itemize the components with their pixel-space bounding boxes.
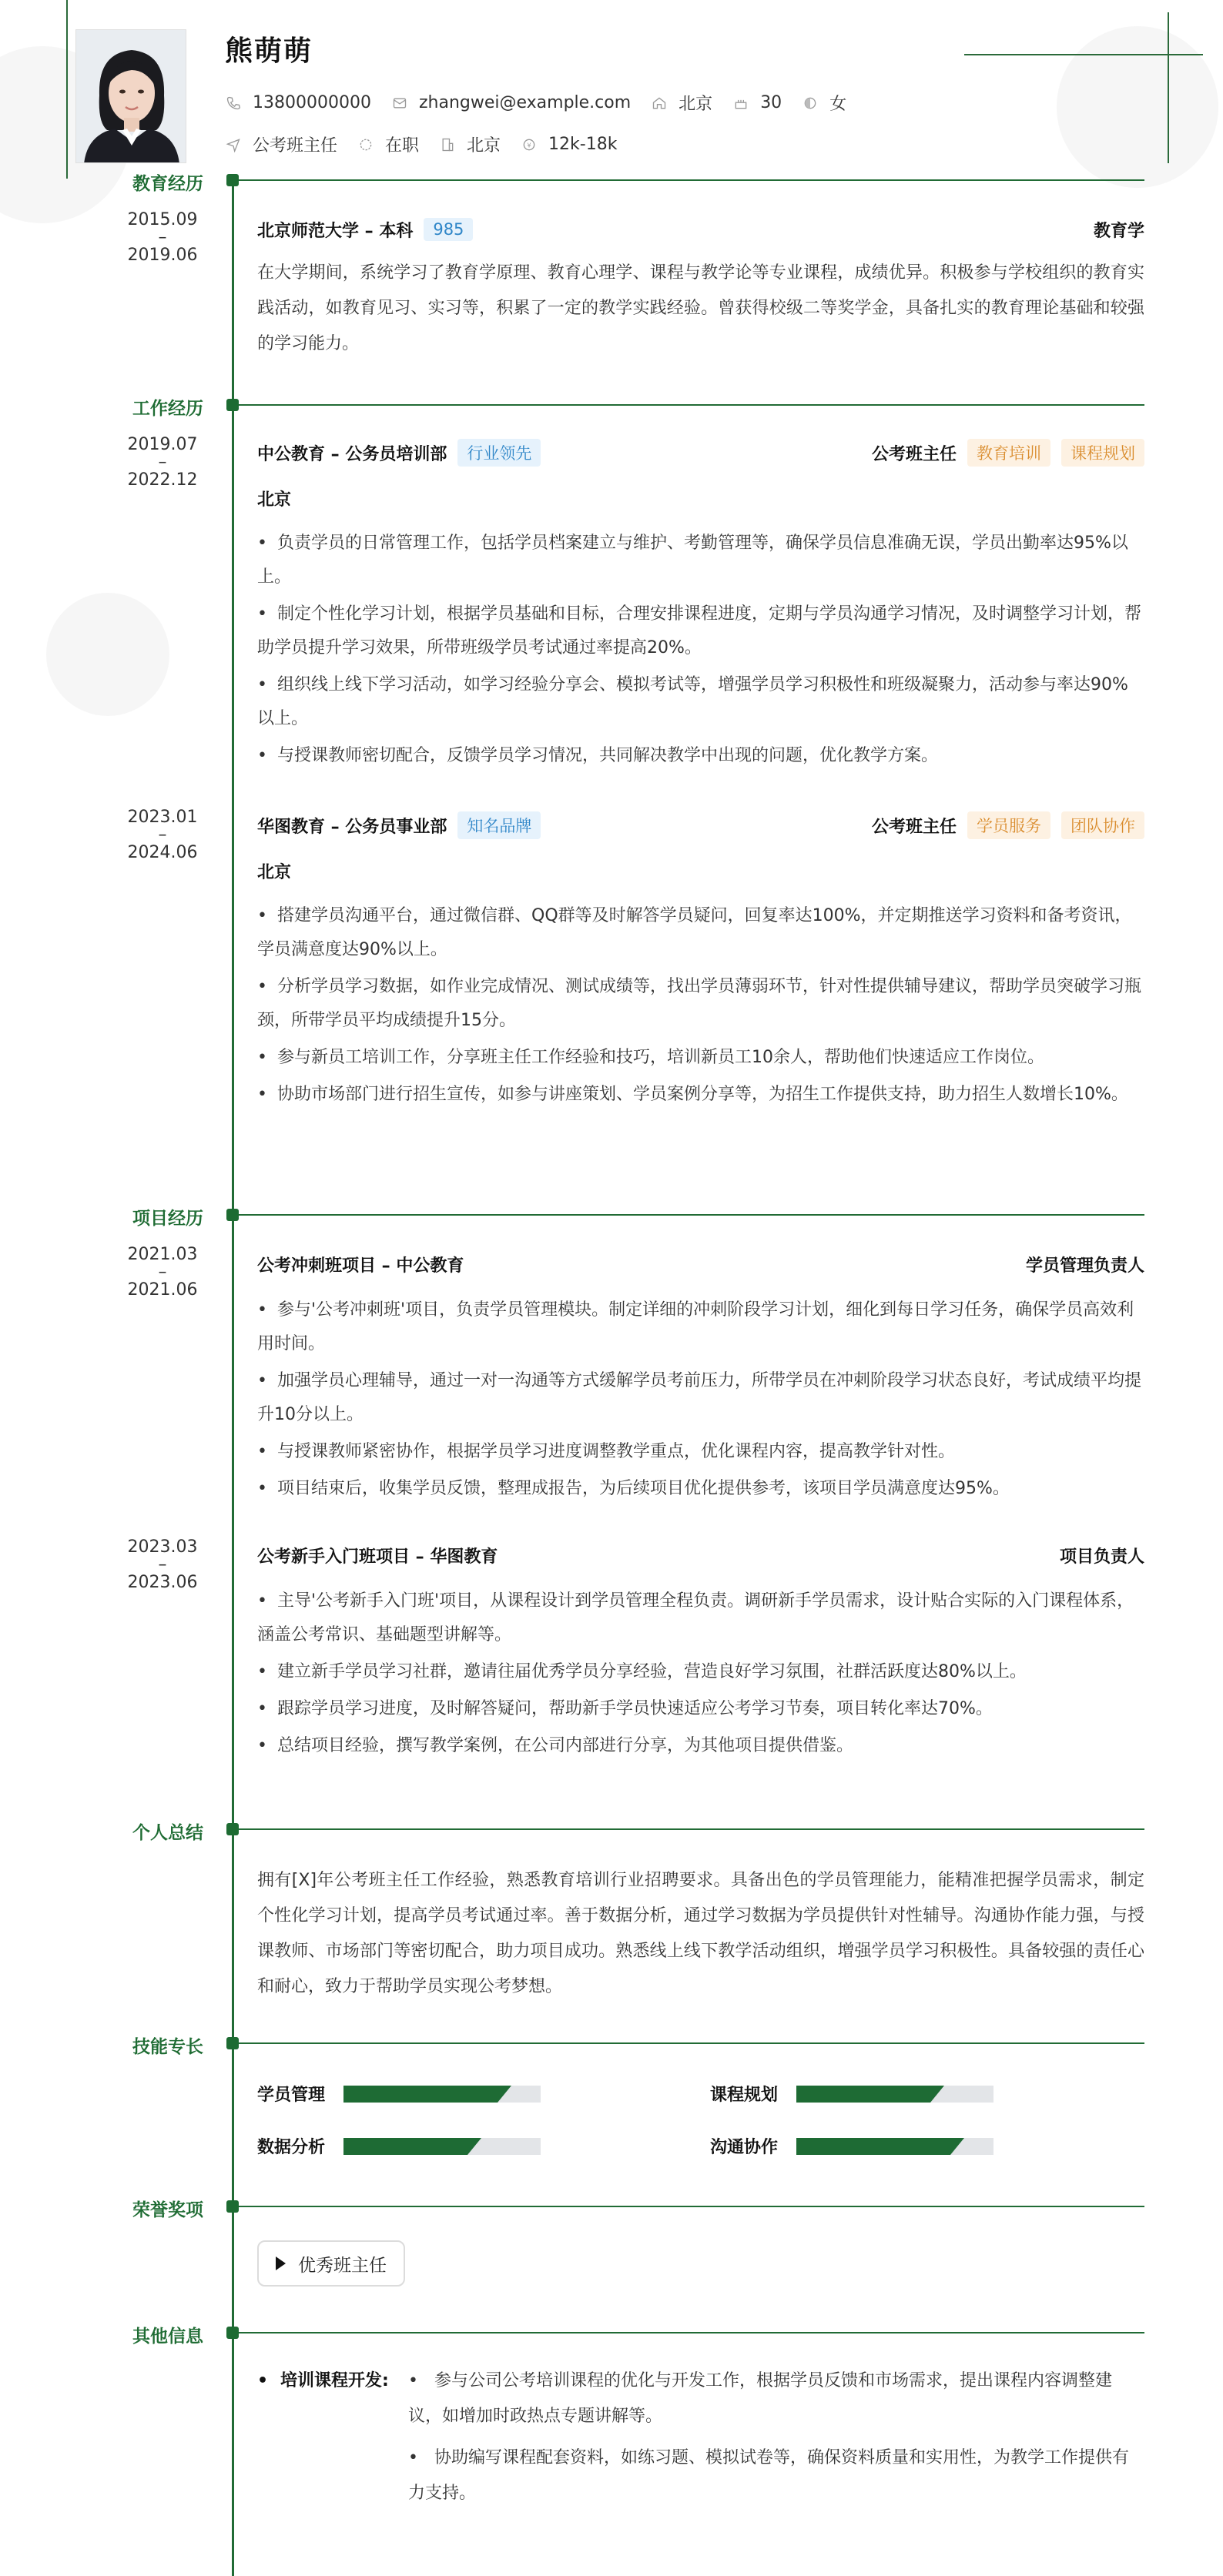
- work-2-location: 北京: [257, 863, 292, 882]
- candidate-name: 熊萌萌: [225, 35, 313, 67]
- work-2-company: 华图教育 – 公务员事业部: [257, 817, 447, 837]
- decor-circle-left-mid: [46, 593, 169, 716]
- skill-item-4: [710, 2134, 993, 2158]
- section-rule-projects: [230, 1214, 1144, 1216]
- list-item: • 与授课教师紧密协作，根据学员学习进度调整教学重点，优化课程内容，提高教学针对性。: [257, 1442, 956, 1461]
- section-title-summary: 个人总结: [132, 1823, 203, 1843]
- info-gender-text: 女: [829, 95, 847, 114]
- section-marker-skills: [226, 2037, 239, 2049]
- list-item: • 与授课教师密切配合，反馈学员学习情况，共同解决教学中出现的问题，优化教学方案。: [257, 746, 939, 765]
- edu-tag: 985: [424, 218, 473, 241]
- work-1-location: 北京: [257, 490, 292, 510]
- info-phone-text: 13800000000: [253, 93, 371, 112]
- list-item: • 建立新手学员学习社群，邀请往届优秀学员分享经验，营造良好学习氛围，社群活跃度达80%以上。: [257, 1662, 1027, 1681]
- proj-2-date: [116, 1538, 209, 1592]
- list-item: • 分析学员学习数据，如作业完成情况、测试成绩等，找出学员薄弱环节，针对性提供辅导建议，帮助学员突破学习瓶颈，所带学员平均成绩提升15分。: [257, 977, 1142, 1030]
- skill-name: 数据分析: [257, 2138, 326, 2157]
- section-marker-awards: [226, 2200, 239, 2213]
- info-city: [651, 91, 712, 115]
- section-title-other: 其他信息: [132, 2327, 203, 2347]
- skill-item-2: [710, 2082, 993, 2106]
- list-item: • 协助市场部门进行招生宣传，如参与讲座策划、学员案例分享等，为招生工作提供支持，助力招生人数增长10%。: [257, 1085, 1128, 1104]
- info-salary: [521, 135, 617, 154]
- proj-1-head: [257, 1249, 1144, 1280]
- proj-2-name: 公考新手入门班项目 – 华图教育: [257, 1547, 498, 1567]
- info-email: [391, 93, 631, 112]
- skill-name: 课程规划: [710, 2086, 779, 2105]
- status-icon: [357, 136, 374, 153]
- section-rule-skills: [230, 2042, 1144, 2044]
- work-1-role-tag-1: 教育培训: [967, 439, 1050, 467]
- section-rule-awards: [230, 2206, 1144, 2207]
- other-label: • 培训课程开发:: [257, 2371, 389, 2390]
- section-marker-education: [226, 174, 239, 186]
- skill-bar: [796, 2086, 993, 2103]
- work-2-head: [257, 810, 1144, 841]
- list-item: • 制定个性化学习计划，根据学员基础和目标，合理安排课程进度，定期与学员沟通学习情况，及时调整学习计划，帮助学员提升学习效果，所带班级学员考试通过率提高20%。: [257, 604, 1142, 657]
- gender-icon: [802, 95, 819, 112]
- edu-school: 北京师范大学 – 本科: [257, 221, 414, 241]
- edu-end: 2019.06: [127, 246, 198, 265]
- phone-icon: [225, 95, 242, 112]
- work-1-role: 公考班主任: [871, 444, 957, 464]
- list-item: • 参与'公考冲刺班'项目，负责学员管理模块。制定详细的冲刺阶段学习计划，细化到每日学习任务，确保学员高效利用时间。: [257, 1300, 1134, 1353]
- edu-head: [257, 214, 1144, 245]
- list-item: • 协助编写课程配套资料，如练习题、模拟试卷等，确保资料质量和实用性，为教学工作提供有力支持。: [408, 2448, 1130, 2503]
- edu-dash: –: [158, 228, 167, 247]
- section-rule-summary: [230, 1828, 1144, 1830]
- skill-name: 学员管理: [257, 2086, 326, 2105]
- info-gender: [802, 91, 846, 115]
- decor-line-left-vertical: [66, 0, 68, 179]
- section-title-work: 工作经历: [132, 399, 203, 419]
- section-marker-work: [226, 399, 239, 411]
- work-1-company: 中公教育 – 公务员培训部: [257, 444, 447, 464]
- info-phone: [225, 93, 371, 112]
- section-title-education: 教育经历: [132, 174, 203, 194]
- info-job: [225, 132, 337, 156]
- proj-1-role: 学员管理负责人: [1025, 1256, 1144, 1276]
- proj-1-bullets: [257, 1293, 1144, 1509]
- other-label-text: 培训课程开发:: [280, 2371, 389, 2390]
- proj-1-date: [116, 1246, 209, 1300]
- edu-major: 教育学: [1093, 221, 1144, 241]
- play-icon: [276, 2257, 286, 2270]
- decor-line-right-vertical: [1168, 12, 1169, 163]
- list-item: • 参与公司公考培训课程的优化与开发工作，根据学员反馈和市场需求，提出课程内容调整建议，如增加时政热点专题讲解等。: [408, 2371, 1113, 2426]
- info-work-city-text: 北京: [467, 136, 501, 156]
- work-2-role-tag-1: 学员服务: [967, 811, 1050, 839]
- proj-2-dash: –: [158, 1555, 167, 1574]
- money-icon: [521, 136, 538, 153]
- proj-2-start: 2023.03: [127, 1537, 198, 1557]
- info-row-2: [225, 132, 637, 156]
- work-1-date: [116, 436, 209, 490]
- section-marker-summary: [226, 1823, 239, 1835]
- edu-desc: 在大学期间，系统学习了教育学原理、教育心理学、课程与教学论等专业课程，成绩优异。积极参与学校组织的教育实践活动，如教育见习、实习等，积累了一定的教学实践经验。曾获得校级二等奖学金，具备扎实的教育理论基础和较强的学习能力。: [257, 263, 1144, 353]
- work-2-role-tag-2: 团队协作: [1061, 811, 1144, 839]
- info-salary-text: 12k-18k: [548, 135, 618, 154]
- skill-name: 沟通协作: [710, 2138, 779, 2157]
- proj-2-role: 项目负责人: [1059, 1547, 1144, 1567]
- info-age: [732, 93, 782, 112]
- info-work-city: [439, 132, 501, 156]
- avatar: [75, 29, 186, 163]
- list-item: • 总结项目经验，撰写教学案例，在公司内部进行分享，为其他项目提供借鉴。: [257, 1736, 854, 1755]
- section-title-projects: 项目经历: [132, 1209, 203, 1229]
- proj-2-bullets: [257, 1584, 1144, 1766]
- list-item: • 加强学员心理辅导，通过一对一沟通等方式缓解学员考前压力，所带学员在冲刺阶段学习状态良好，考试成绩平均提升10分以上。: [257, 1371, 1142, 1424]
- work-2-role: 公考班主任: [871, 817, 957, 837]
- proj-1-dash: –: [158, 1263, 167, 1282]
- proj-2-end: 2023.06: [127, 1573, 198, 1592]
- list-item: • 主导'公考新手入门班'项目，从课程设计到学员管理全程负责。调研新手学员需求，设计贴合实际的入门课程体系，涵盖公考常识、基础题型讲解等。: [257, 1591, 1134, 1644]
- work-1-end: 2022.12: [127, 470, 198, 490]
- work-1-dash: –: [158, 453, 167, 472]
- proj-1-start: 2021.03: [127, 1245, 198, 1264]
- list-item: • 搭建学员沟通平台，通过微信群、QQ群等及时解答学员疑问，回复率达100%，并定期推送学习资料和备考资讯，学员满意度达90%以上。: [257, 906, 1132, 959]
- info-age-text: 30: [760, 93, 782, 112]
- work-2-bullets: [257, 899, 1144, 1115]
- proj-1-name: 公考冲刺班项目 – 中公教育: [257, 1256, 464, 1276]
- info-row-1: [225, 91, 866, 115]
- proj-1-end: 2021.06: [127, 1280, 198, 1300]
- home-icon: [651, 95, 668, 112]
- work-1-tag: 行业领先: [457, 439, 541, 467]
- building-icon: [439, 136, 456, 153]
- work-1-start: 2019.07: [127, 435, 198, 454]
- skill-bar: [796, 2138, 993, 2155]
- info-job-text: 公考班主任: [253, 136, 338, 156]
- list-item: • 参与新员工培训工作，分享班主任工作经验和技巧，培训新员工10余人，帮助他们快速适应工作岗位。: [257, 1048, 1044, 1067]
- other-bullets: [408, 2364, 1144, 2517]
- resume-header: [75, 29, 1154, 166]
- info-email-text: zhangwei@example.com: [418, 93, 632, 112]
- list-item: • 跟踪学员学习进度，及时解答疑问，帮助新手学员快速适应公考学习节奏，项目转化率达70%。: [257, 1699, 993, 1718]
- skill-item-3: [257, 2134, 541, 2158]
- work-2-dash: –: [158, 825, 167, 845]
- award-label: 优秀班主任: [298, 2255, 387, 2276]
- avatar-portrait: [76, 30, 186, 163]
- list-item: • 项目结束后，收集学员反馈，整理成报告，为后续项目优化提供参考，该项目学员满意度达95%。: [257, 1479, 1010, 1498]
- award-item[interactable]: [257, 2240, 405, 2287]
- section-title-awards: 荣誉奖项: [132, 2200, 203, 2220]
- list-item: • 组织线上线下学习活动，如学习经验分享会、模拟考试等，增强学员学习积极性和班级凝聚力，活动参与率达90%以上。: [257, 675, 1128, 728]
- proj-2-head: [257, 1540, 1144, 1571]
- work-1-bullets: [257, 527, 1144, 776]
- work-2-end: 2024.06: [127, 843, 198, 862]
- info-status: [357, 132, 419, 156]
- summary-text: 拥有[X]年公考班主任工作经验，熟悉教育培训行业招聘要求。具备出色的学员管理能力，能精准把握学员需求，制定个性化学习计划，提高学员考试通过率。善于数据分析，通过学习数据为学员提供针对性辅导。沟通协作能力强，与授课教师、市场部门等密切配合，助力项目成功。熟悉线上线下教学活动组织，增强学员学习积极性。具备较强的责任心和耐心，致力于帮助学员实现公考梦想。: [257, 1871, 1144, 1996]
- info-city-text: 北京: [679, 95, 713, 114]
- work-2-start: 2023.01: [127, 808, 198, 827]
- svg-text:¥: ¥: [527, 140, 531, 149]
- section-rule-other: [230, 2332, 1144, 2333]
- skill-item-1: [257, 2082, 541, 2106]
- skill-bar: [343, 2138, 541, 2155]
- section-title-skills: 技能专长: [132, 2037, 203, 2057]
- work-2-date: [116, 808, 209, 862]
- list-item: • 负责学员的日常管理工作，包括学员档案建立与维护、考勤管理等，确保学员信息准确无误，学员出勤率达95%以上。: [257, 534, 1128, 587]
- work-2-tag: 知名品牌: [457, 811, 541, 839]
- section-rule-work: [230, 404, 1144, 406]
- work-1-head: [257, 437, 1144, 468]
- mail-icon: [391, 95, 408, 112]
- timeline-line: [232, 179, 234, 2576]
- edu-start: 2015.09: [127, 210, 198, 229]
- age-icon: [732, 95, 749, 112]
- section-marker-other: [226, 2327, 239, 2339]
- section-rule-education: [230, 179, 1144, 181]
- section-marker-projects: [226, 1209, 239, 1221]
- edu-date: [116, 211, 209, 265]
- skill-bar: [343, 2086, 541, 2103]
- send-icon: [225, 136, 242, 153]
- work-1-role-tag-2: 课程规划: [1061, 439, 1144, 467]
- info-status-text: 在职: [385, 136, 420, 156]
